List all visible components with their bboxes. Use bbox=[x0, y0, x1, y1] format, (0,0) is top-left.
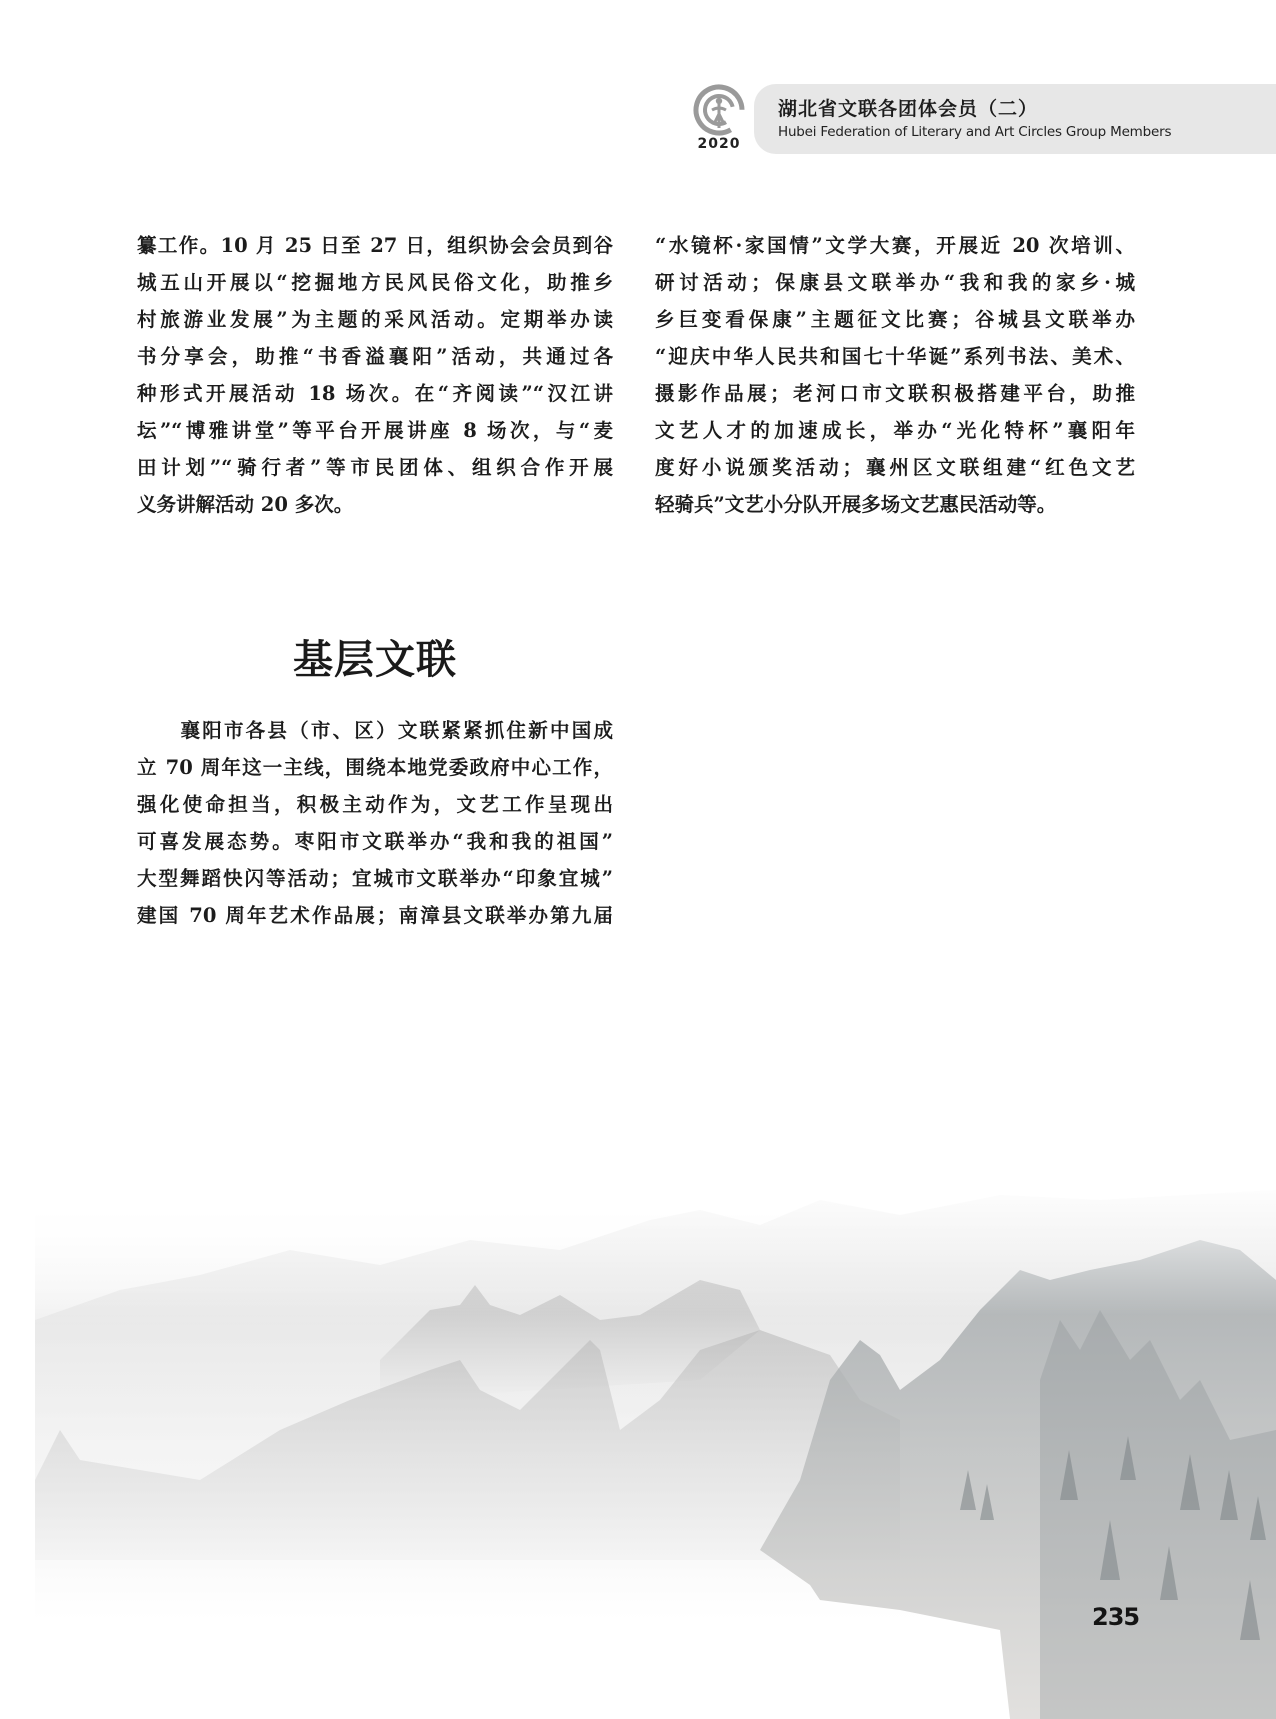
text-line: 研讨活动；保康县文联举办“我和我的家乡·城 bbox=[655, 271, 1135, 294]
ink-wash-landscape-illustration bbox=[0, 1180, 1276, 1719]
text-line: 义务讲解活动 20 多次。 bbox=[137, 493, 354, 516]
text-line: 度好小说颁奖活动；襄州区文联组建“红色文艺 bbox=[655, 456, 1135, 479]
text-line: 城五山开展以“挖掘地方民风民俗文化，助推乡 bbox=[137, 271, 613, 294]
text-line: 强化使命担当，积极主动作为，文艺工作呈现出 bbox=[137, 793, 613, 816]
text-line: 建国 70 周年艺术作品展；南漳县文联举办第九届 bbox=[137, 904, 613, 927]
text-line: 乡巨变看保康”主题征文比赛；谷城县文联举办 bbox=[655, 308, 1135, 331]
text-line: 田计划”“骑行者”等市民团体、组织合作开展 bbox=[137, 456, 613, 479]
text-line: 种形式开展活动 18 场次。在“齐阅读”“汉江讲 bbox=[137, 382, 613, 405]
header-title-cn: 湖北省文联各团体会员（二） bbox=[778, 98, 1039, 120]
text-line: 纂工作。10 月 25 日至 27 日，组织协会会员到谷 bbox=[137, 234, 613, 257]
logo-year: 2020 bbox=[697, 136, 741, 152]
text-line: “迎庆中华人民共和国七十华诞”系列书法、美术、 bbox=[655, 345, 1135, 368]
left-column-text bbox=[137, 227, 613, 523]
section-title: 基层文联 bbox=[293, 637, 457, 683]
text-line: 轻骑兵”文艺小分队开展多场文艺惠民活动等。 bbox=[655, 493, 1057, 516]
text-line: 文艺人才的加速成长，举办“光化特杯”襄阳年 bbox=[655, 419, 1135, 442]
text-line: 大型舞蹈快闪等活动；宜城市文联举办“印象宜城” bbox=[137, 867, 613, 890]
header-title-en: Hubei Federation of Literary and Art Circles Group Members bbox=[778, 124, 1172, 140]
page-number: 235 bbox=[1092, 1603, 1140, 1631]
section-body-text bbox=[137, 712, 613, 934]
federation-logo bbox=[688, 82, 750, 158]
mountain-landscape-icon bbox=[0, 1180, 1276, 1719]
text-line: 摄影作品展；老河口市文联积极搭建平台，助推 bbox=[655, 382, 1135, 405]
text-line: 可喜发展态势。枣阳市文联举办“我和我的祖国” bbox=[137, 830, 613, 853]
text-line: 书分享会，助推“书香溢襄阳”活动，共通过各 bbox=[137, 345, 613, 368]
header-band bbox=[754, 84, 1276, 154]
right-column-text bbox=[655, 227, 1135, 523]
text-line: 村旅游业发展”为主题的采风活动。定期举办读 bbox=[137, 308, 613, 331]
text-line: “水镜杯·家国情”文学大赛，开展近 20 次培训、 bbox=[655, 234, 1135, 257]
logo-emblem-icon bbox=[692, 84, 746, 136]
text-line: 襄阳市各县（市、区）文联紧紧抓住新中国成 bbox=[137, 719, 613, 742]
text-line: 坛”“博雅讲堂”等平台开展讲座 8 场次，与“麦 bbox=[137, 419, 613, 442]
running-header bbox=[688, 82, 1276, 158]
text-line: 立 70 周年这一主线，围绕本地党委政府中心工作， bbox=[137, 756, 613, 779]
